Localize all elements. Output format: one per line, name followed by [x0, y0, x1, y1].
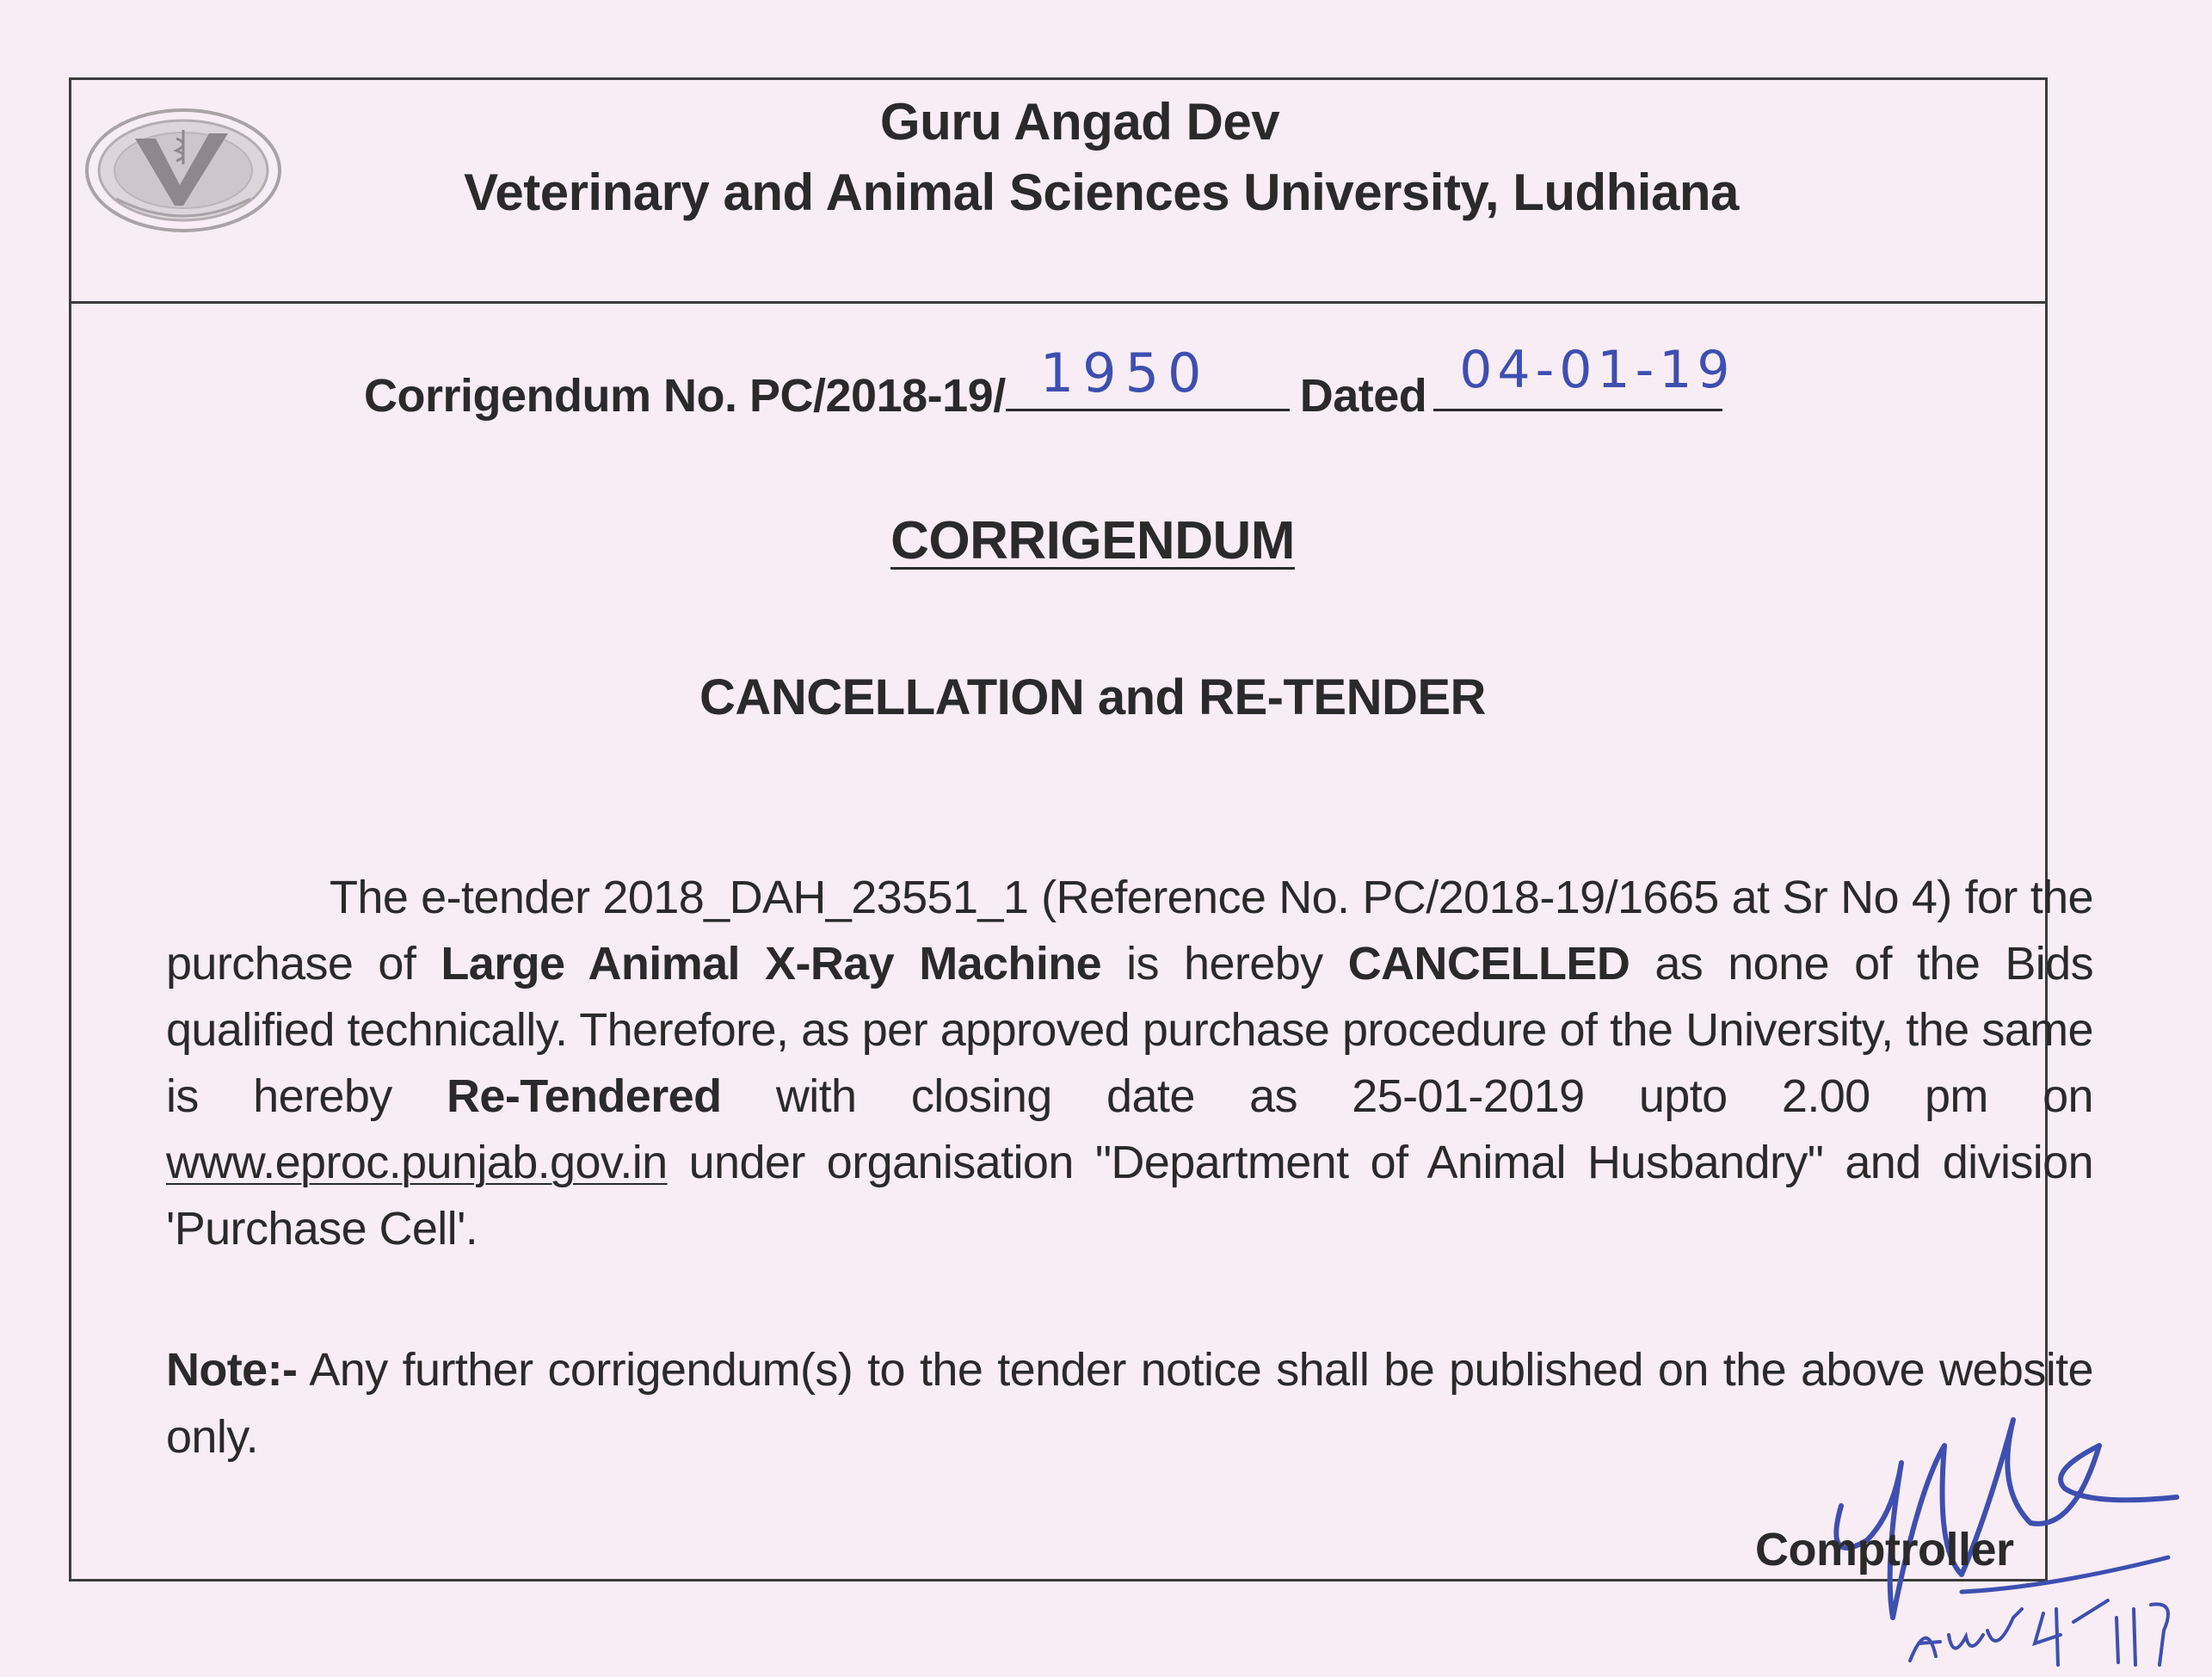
note-text: Any further corrigendum(s) to the tender notice shall be published on the above website only. [166, 1344, 2093, 1463]
handwritten-initials-icon [1901, 1583, 2211, 1677]
body-text-5: under organisation "Department of Animal Husbandry" and division 'Purchase Cell'. [166, 1137, 2093, 1255]
eproc-link[interactable]: www.eproc.punjab.gov.in [166, 1137, 668, 1188]
body-paragraph [166, 865, 2093, 1262]
university-name-line1: Guru Angad Dev [879, 93, 1280, 151]
body-text-3: as none of the Bids qualified technically. Therefore, as per approved purchase procedure of the University, the same is hereby [166, 938, 2093, 1122]
handwritten-number: 1950 [1039, 342, 1211, 404]
body-text-1: The e-tender 2018_DAH_23551_1 (Reference No. PC/2018-19/1665 at Sr No 4) for the purchase of [166, 872, 2093, 990]
item-name: Large Animal X-Ray Machine [441, 938, 1102, 990]
date-blank [1433, 340, 1735, 411]
note-label: Note:- [166, 1344, 298, 1396]
body-text-4: with closing date as 25-01-2019 upto 2.00 pm on [721, 1070, 2093, 1122]
handwritten-date: 04-01-19 [1459, 340, 1735, 400]
letterhead [71, 80, 2045, 304]
title-text: CORRIGENDUM [890, 511, 1295, 570]
cancelled-text: CANCELLED [1347, 938, 1630, 990]
corrigendum-number-blank [1006, 342, 1290, 411]
document-subtitle: CANCELLATION and RE-TENDER [699, 669, 1486, 725]
university-name-line2: Veterinary and Animal Sciences University, Ludhiana [464, 163, 1739, 221]
retendered-text: Re-Tendered [447, 1070, 722, 1122]
body-text-2: is hereby [1101, 938, 1348, 990]
dated-label: Dated [1299, 370, 1427, 422]
document-frame [69, 77, 2093, 1581]
signatory-title: Comptroller [1755, 1524, 2014, 1575]
corrigendum-number-line [364, 340, 1735, 422]
note-paragraph [166, 1336, 2093, 1470]
corrigendum-number-label: Corrigendum No. PC/2018-19/ [364, 370, 1006, 422]
document-title [71, 510, 2045, 571]
